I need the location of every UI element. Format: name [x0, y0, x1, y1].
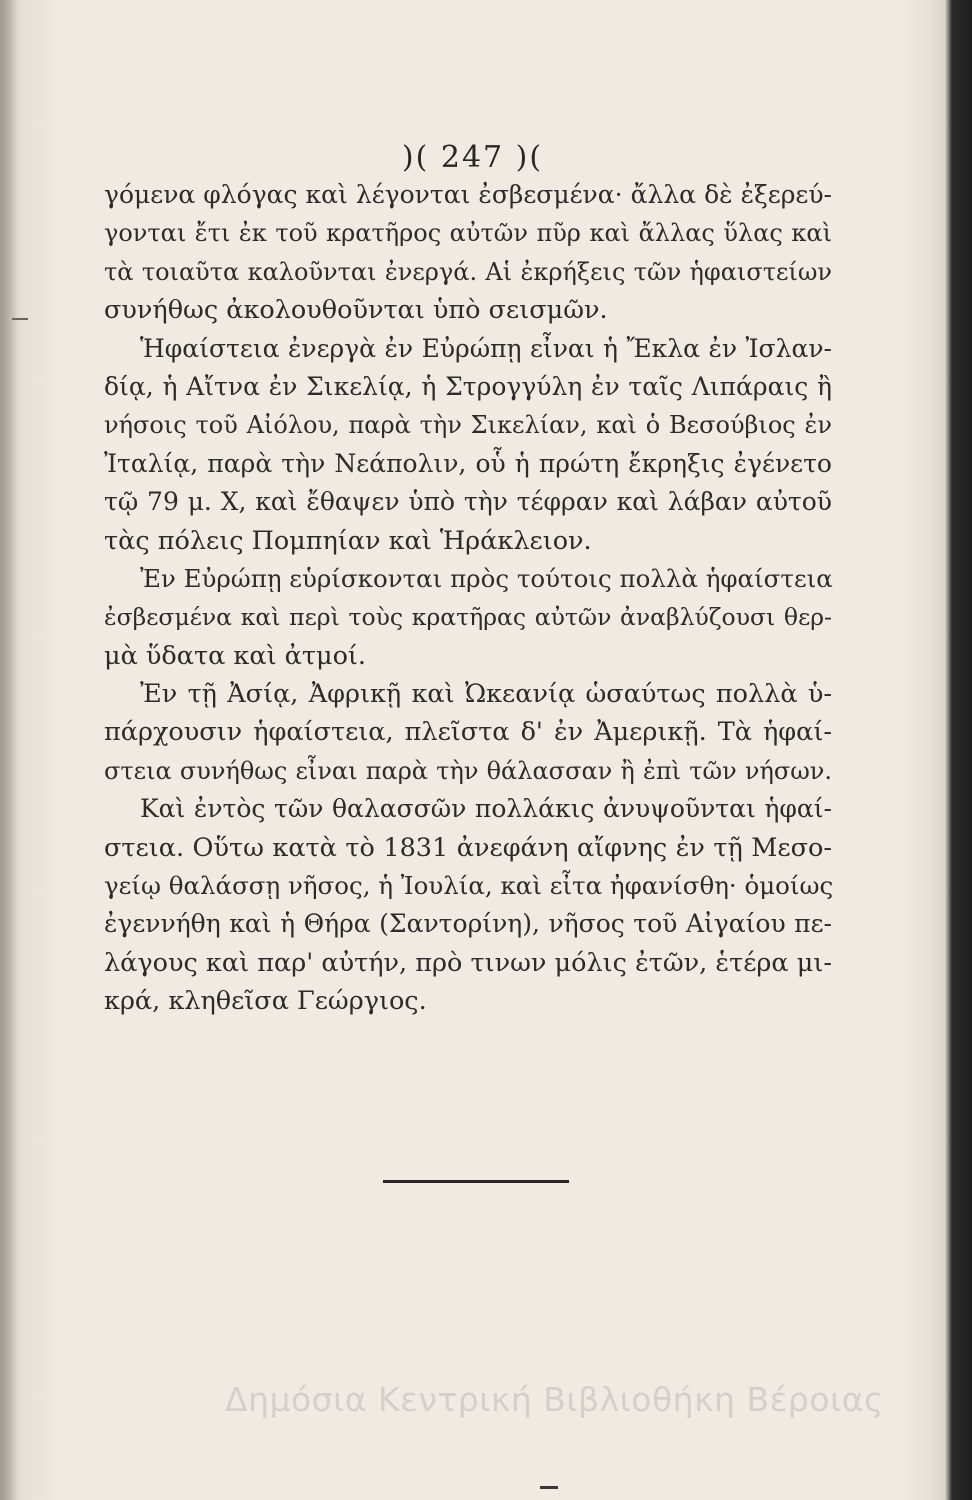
text-line: τῷ 79 μ. Χ, καὶ ἔθαψεν ὑπὸ τὴν τέφραν καὶ λάβαν αὐτοῦ	[104, 487, 832, 517]
text-line: Ἡφαίστεια ἐνεργὰ ἐν Εὐρώπῃ εἶναι ἡ Ἔκλα ἐν Ἰσλαν-	[140, 333, 832, 363]
text-line: τὰ τοιαῦτα καλοῦνται ἐνεργά. Αἱ ἐκρήξεις τῶν ἡφαιστείων	[104, 257, 832, 286]
text-line: νήσοις τοῦ Αἰόλου, παρὰ τὴν Σικελίαν, καὶ ὁ Βεσούβιος ἐν	[104, 411, 832, 440]
bottom-mark	[540, 1486, 558, 1489]
text-line: ἐσβεσμένα καὶ περὶ τοὺς κρατῆρας αὐτῶν ἀναβλύζουσι θερ-	[104, 603, 832, 632]
text-line: Καὶ ἐντὸς τῶν θαλασσῶν πολλάκις ἀνυψοῦνται ἡφαί-	[140, 794, 832, 824]
text-line: συνήθως ἀκολουθοῦνται ὑπὸ σεισμῶν.	[104, 295, 608, 326]
text-line: λάγους καὶ παρ' αὐτήν, πρὸ τινων μόλις ἐτῶν, ἑτέρα μι-	[104, 947, 832, 978]
text-line: ἐγεννήθη καὶ ἡ Θήρα (Σαντορίνη), νῆσος τοῦ Αἰγαίου πε-	[104, 909, 832, 939]
text-line: γείῳ θαλάσσῃ νῆσος, ἡ Ἰουλία, καὶ εἶτα ἠφανίσθη· ὁμοίως	[104, 871, 834, 901]
text-line: τὰς πόλεις Πομπηίαν καὶ Ἡράκλειον.	[104, 525, 592, 556]
text-line: στεια. Οὕτω κατὰ τὸ 1831 ἀνεφάνη αἴφνης ἐν τῇ Μεσο-	[104, 832, 832, 863]
text-line: δίᾳ, ἡ Αἴτνα ἐν Σικελίᾳ, ἡ Στρογγύλη ἐν ταῖς Λιπάραις ἢ	[104, 371, 832, 401]
text-line: Ἐν τῇ Ἀσίᾳ, Ἀφρικῇ καὶ Ὠκεανίᾳ ὡσαύτως πολλὰ ὑ-	[140, 679, 832, 710]
body-text	[104, 176, 832, 1021]
binding-shadow	[0, 0, 18, 1500]
library-watermark: Δημόσια Κεντρική Βιβλιοθήκη Βέροιας	[225, 1380, 884, 1419]
page-number: )( 247 )(	[401, 140, 544, 175]
section-divider	[383, 1180, 569, 1183]
text-line: γόμενα φλόγας καὶ λέγονται ἐσβεσμένα· ἄλλα δὲ ἐξερεύ-	[104, 180, 832, 209]
text-line: Ἐν Εὐρώπῃ εὑρίσκονται πρὸς τούτοις πολλὰ ἡφαίστεια	[140, 563, 833, 593]
text-line: Ἰταλίᾳ, παρὰ τὴν Νεάπολιν, οὗ ἡ πρώτη ἔκρηξις ἐγένετο	[104, 448, 832, 478]
text-line: μὰ ὕδατα καὶ ἀτμοί.	[104, 640, 367, 671]
text-line: κρά, κληθεῖσα Γεώργιος.	[104, 986, 427, 1017]
text-line: πάρχουσιν ἡφαίστεια, πλεῖστα δ' ἐν Ἀμερικῇ. Τὰ ἡφαί-	[104, 717, 832, 748]
text-line: στεια συνήθως εἶναι παρὰ τὴν θάλασσαν ἢ ἐπὶ τῶν νήσων.	[104, 756, 832, 785]
margin-mark	[12, 318, 28, 320]
text-line: γονται ἔτι ἐκ τοῦ κρατῆρος αὐτῶν πῦρ καὶ ἄλλας ὕλας καὶ	[104, 219, 832, 248]
